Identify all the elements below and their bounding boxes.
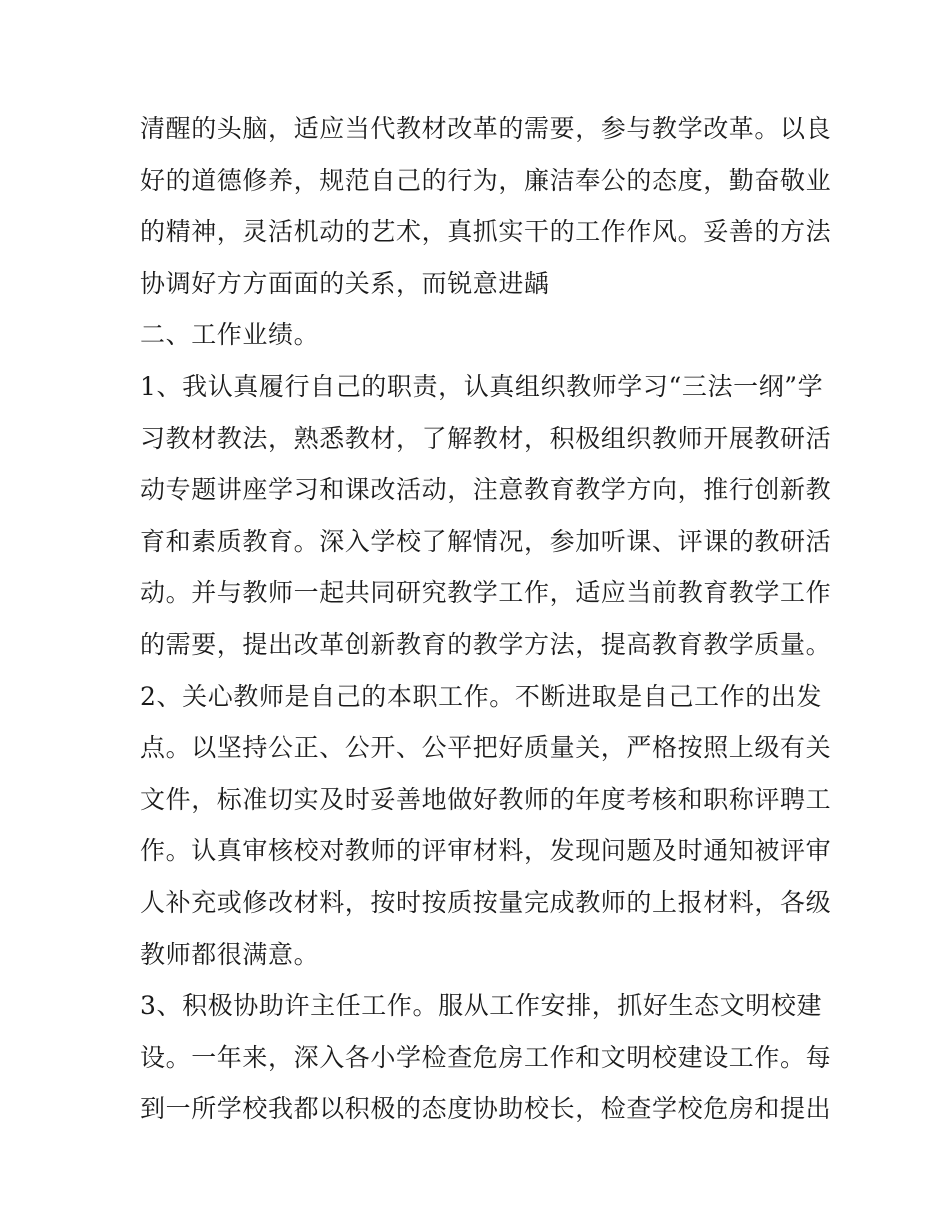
text-line: 3、积极协助许主任工作。服从工作安排，抓好生态文明校建 <box>140 991 823 1021</box>
section-heading: 二、工作业绩。 <box>140 320 320 350</box>
text-line: 点。以坚持公正、公开、公平把好质量关，严格按照上级有关 <box>140 733 832 763</box>
text-line: 教师都很满意。 <box>140 939 320 969</box>
text-line: 动专题讲座学习和课改活动，注意教育教学方向，推行创新教 <box>140 475 832 505</box>
text-line: 人补充或修改材料，按时按质按量完成教师的上报材料，各级 <box>140 887 832 917</box>
text-line: 动。并与教师一起共同研究教学工作，适应当前教育教学工作 <box>140 578 832 608</box>
text-line: 2、关心教师是自己的本职工作。不断进取是自己工作的出发 <box>140 681 823 711</box>
text-line: 习教材教法，熟悉教材，了解教材，积极组织教师开展教研活 <box>140 423 832 453</box>
text-line: 设。一年来，深入各小学检查危房工作和文明校建设工作。每 <box>140 1042 832 1072</box>
document-body <box>140 103 832 1135</box>
text-line: 育和素质教育。深入学校了解情况，参加听课、评课的教研活 <box>140 526 832 556</box>
text-line: 清醒的头脑，适应当代教材改革的需要，参与教学改革。以良 <box>140 114 832 143</box>
text-line: 好的道德修养，规范自己的行为，廉洁奉公的态度，勤奋敬业 <box>140 165 832 195</box>
text-line: 1、我认真履行自己的职责，认真组织教师学习“三法一纲”学 <box>140 371 824 401</box>
text-line: 的需要，提出改革创新教育的教学方法，提高教育教学质量。 <box>140 629 832 659</box>
text-line: 作。认真审核校对教师的评审材料，发现问题及时通知被评审 <box>140 836 832 866</box>
text-line: 文件，标准切实及时妥善地做好教师的年度考核和职称评聘工 <box>140 784 832 814</box>
text-line: 的精神，灵活机动的艺术，真抓实干的工作作风。妥善的方法 <box>140 217 832 247</box>
text-line: 到一所学校我都以积极的态度协助校长，检查学校危房和提出 <box>140 1094 832 1124</box>
text-line: 协调好方方面面的关系，而锐意进龋 <box>140 268 550 298</box>
